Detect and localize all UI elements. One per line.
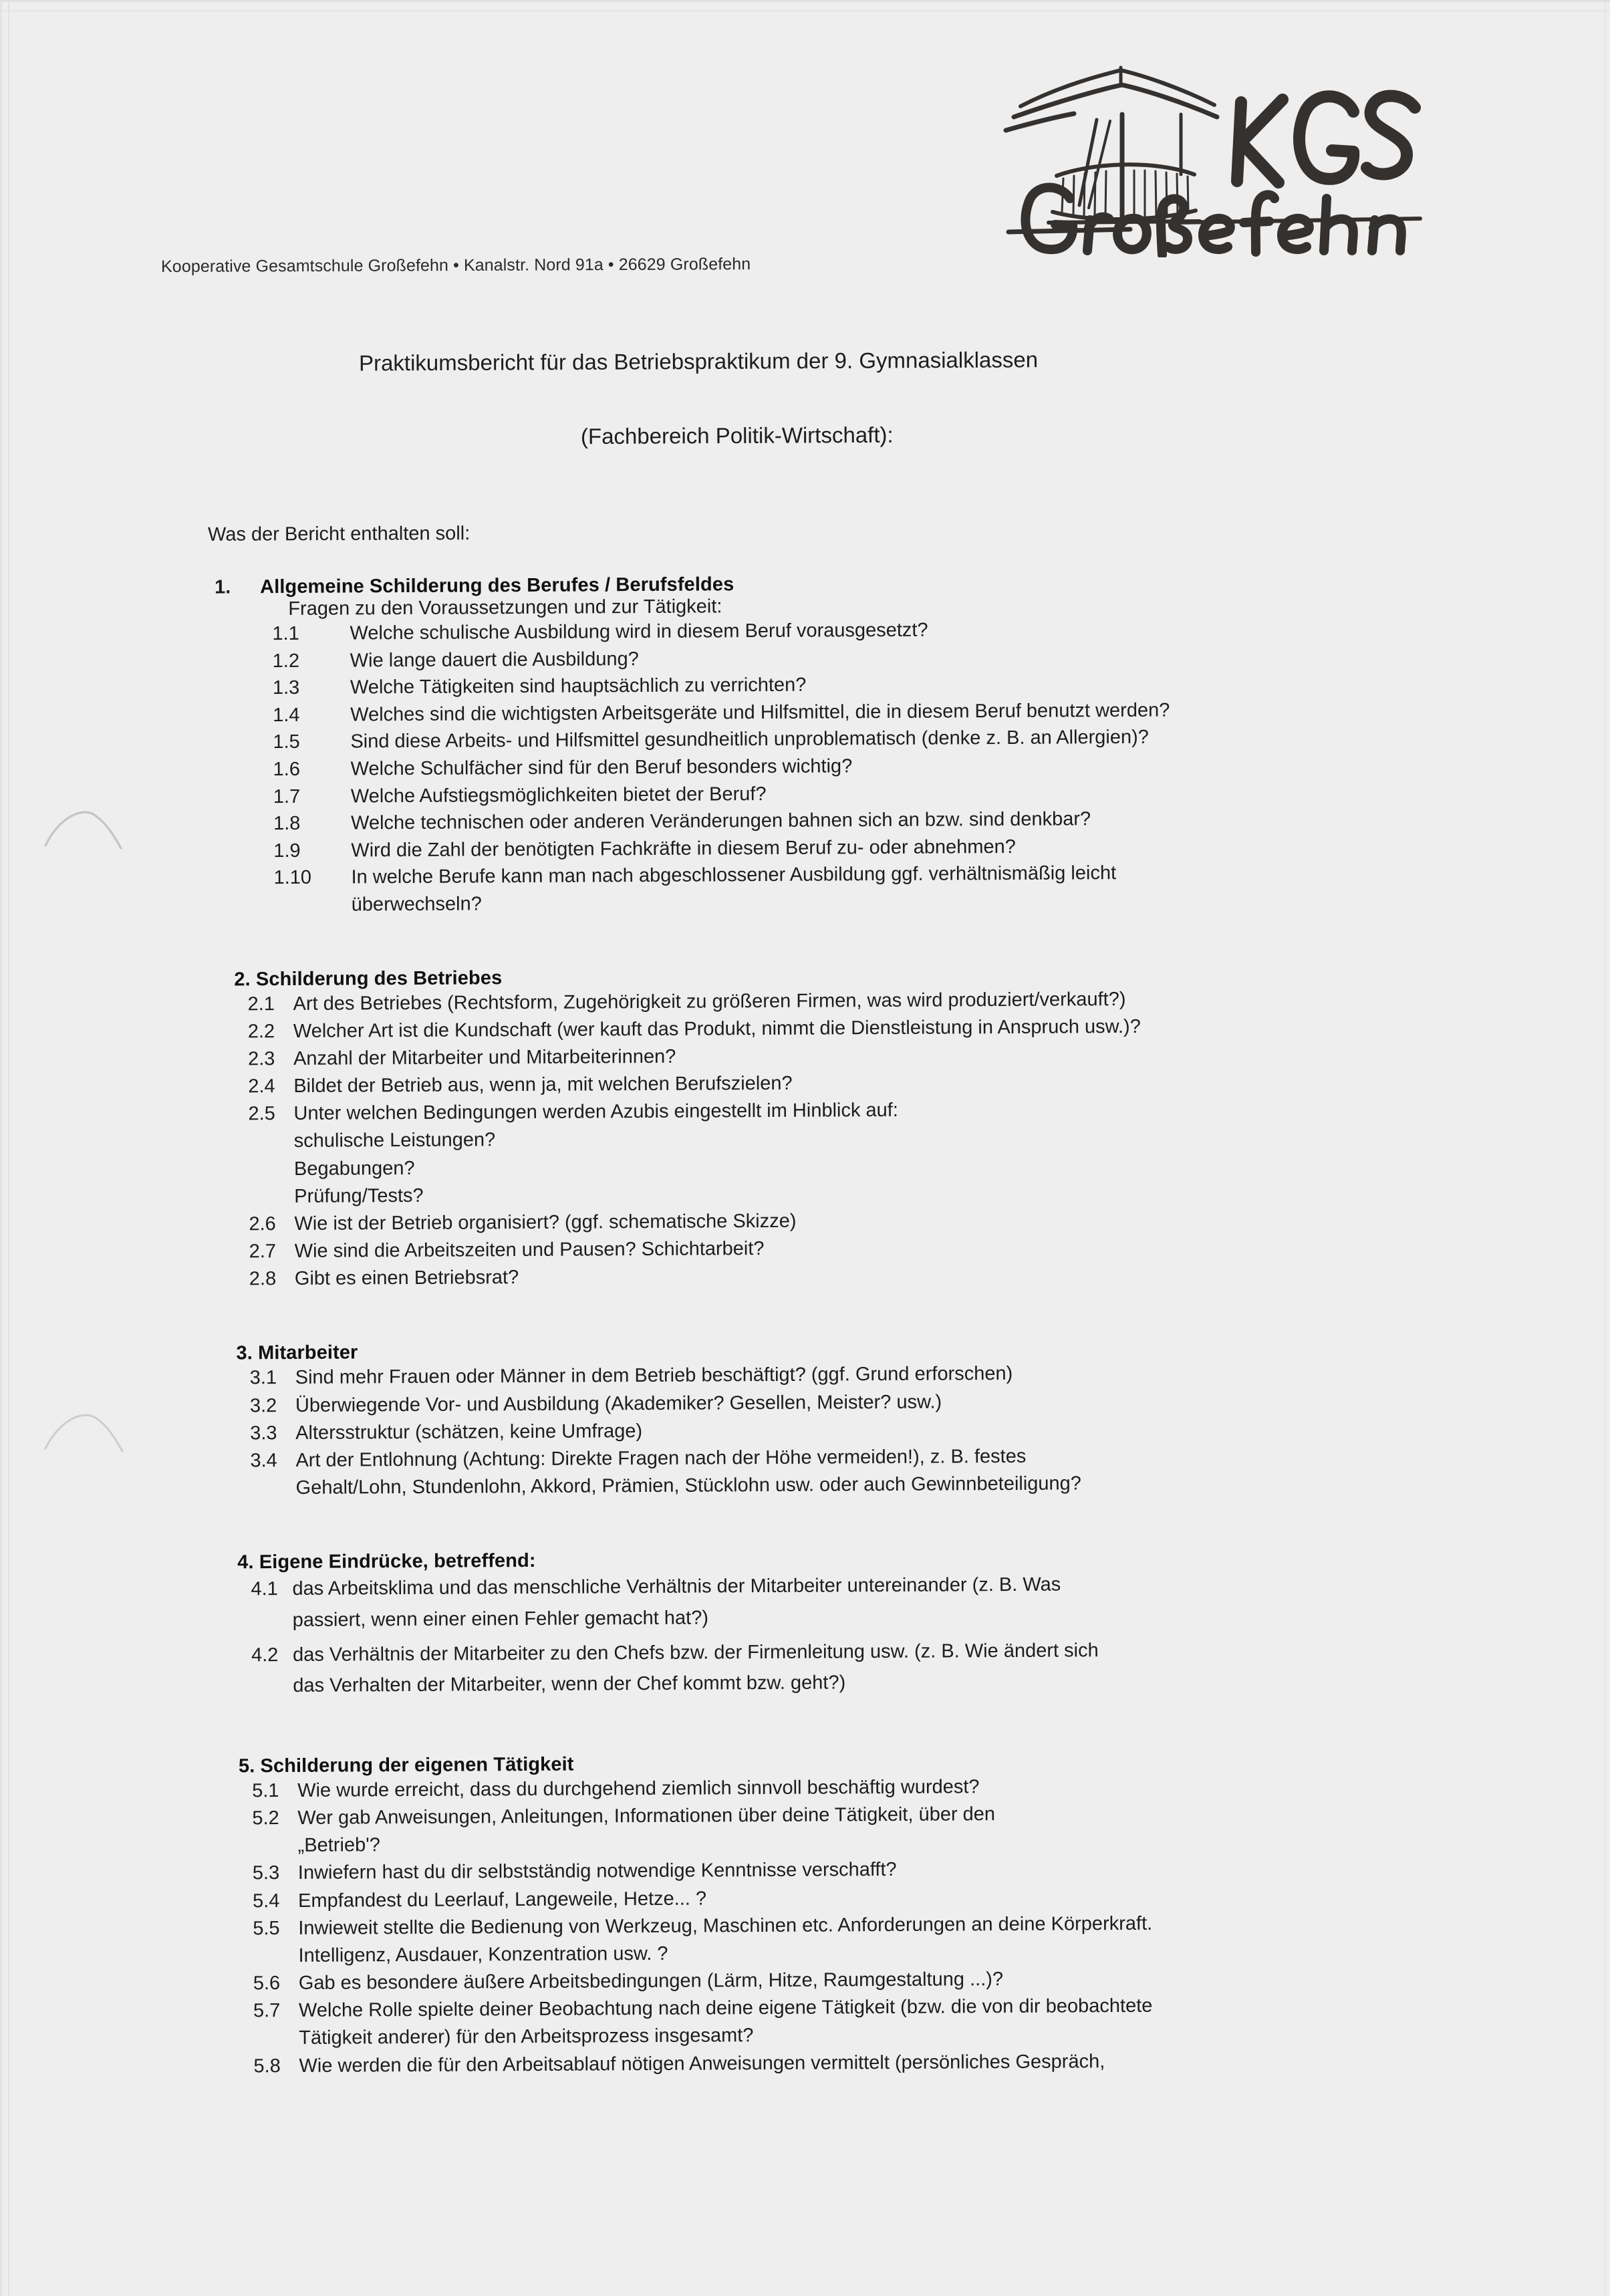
item-number: 2.3 <box>247 1047 275 1070</box>
item-number: 1.10 <box>273 867 312 889</box>
item-text: Wie ist der Betrieb organisiert? (ggf. schematische Skizze) <box>294 1210 797 1235</box>
item-text: Unter welchen Bedingungen werden Azubis eingestellt im Hinblick auf: <box>293 1100 898 1125</box>
section-gap <box>7 1495 1610 1553</box>
item-text: In welche Berufe kann man nach abgeschlossener Ausbildung ggf. verhältnismäßig leicht <box>351 862 1117 888</box>
item-number: 1.6 <box>273 758 301 781</box>
item-number: 4.1 <box>251 1578 278 1600</box>
item-number: 3.4 <box>250 1450 277 1472</box>
item-number: 1.1 <box>272 622 299 645</box>
item-number: 1.9 <box>273 840 301 862</box>
page-title: Praktikumsbericht für das Betriebspraktikum der 9. Gymnasialklassen <box>358 347 1039 376</box>
item-continuation: überwechseln? <box>351 893 482 916</box>
item-continuation: Tätigkeit anderer) für den Arbeitsprozess insgesamt? <box>299 2025 754 2049</box>
item-number: 1.3 <box>272 677 300 699</box>
section-5 <box>9 1748 1610 2081</box>
item-text: Welche Tätigkeiten sind hauptsächlich zu verrichten? <box>350 674 807 698</box>
item-number: 5.2 <box>252 1807 279 1829</box>
section-1-number: 1. <box>215 576 231 598</box>
item-text: Bildet der Betrieb aus, wenn ja, mit welchen Berufszielen? <box>293 1072 793 1098</box>
item-number: 5.1 <box>252 1779 279 1802</box>
item-continuation: Intelligenz, Ausdauer, Konzentration usw. ? <box>298 1942 668 1966</box>
item-text: Welche Aufstiegsmöglichkeiten bietet der Beruf? <box>350 783 767 807</box>
item-number: 5.4 <box>252 1890 280 1912</box>
item-continuation: das Verhalten der Mitarbeiter, wenn der Chef kommt bzw. geht?) <box>293 1672 846 1697</box>
section-3 <box>6 1335 1610 1503</box>
item-continuation: Prüfung/Tests? <box>294 1184 424 1207</box>
intro-text: Was der Bericht enthalten soll: <box>207 523 471 545</box>
item-text: Sind mehr Frauen oder Männer in dem Betrieb beschäftigt? (ggf. Grund erforschen) <box>295 1363 1013 1389</box>
school-address-line: Kooperative Gesamtschule Großefehn • Kanalstr. Nord 91a • 26629 Großefehn <box>160 255 751 276</box>
item-number: 4.2 <box>251 1644 279 1666</box>
item-text: Altersstruktur (schätzen, keine Umfrage) <box>295 1420 643 1444</box>
section-2-heading: 2. Schilderung des Betriebes <box>234 967 503 990</box>
item-text: Wird die Zahl der benötigten Fachkräfte in diesem Beruf zu- oder abnehmen? <box>351 836 1016 862</box>
item-text: Empfandest du Leerlauf, Langeweile, Hetze... ? <box>297 1888 707 1912</box>
item-text: Art des Betriebes (Rechtsform, Zugehörigkeit zu größeren Firmen, was wird produziert/verkauft?) <box>293 988 1126 1015</box>
item-number: 2.2 <box>247 1020 275 1043</box>
item-number: 5.3 <box>252 1862 280 1884</box>
item-number: 3.2 <box>249 1394 277 1416</box>
item-number: 3.3 <box>250 1422 277 1444</box>
item-number: 1.7 <box>273 785 301 807</box>
item-text: Welche technischen oder anderen Veränderungen bahnen sich an bzw. sind denkbar? <box>350 808 1091 834</box>
item-text: Anzahl der Mitarbeiter und Mitarbeiterinnen? <box>293 1045 676 1069</box>
item-text: Wer gab Anweisungen, Anleitungen, Informationen über deine Tätigkeit, über den <box>297 1803 996 1829</box>
item-number: 1.5 <box>273 731 300 753</box>
item-text: Inwieweit stellte die Bedienung von Werkzeug, Maschinen etc. Anforderungen an deine Körperkraft. <box>298 1912 1153 1939</box>
item-number: 2.4 <box>248 1075 275 1098</box>
section-1-subheading: Fragen zu den Voraussetzungen und zur Tätigkeit: <box>288 596 722 620</box>
item-text: Welches sind die wichtigsten Arbeitsgeräte und Hilfsmittel, die in diesem Beruf benutzt werden? <box>350 699 1170 726</box>
item-number: 1.4 <box>273 704 300 726</box>
section-4 <box>7 1544 1610 1703</box>
section-1-heading: Allgemeine Schilderung des Berufes / Berufsfeldes <box>260 573 734 598</box>
item-continuation: passiert, wenn einer einen Fehler gemacht hat?) <box>292 1607 709 1631</box>
section-gap <box>4 911 1610 969</box>
gazebo-pavilion-icon <box>979 50 1440 257</box>
report-outline <box>2 569 1610 2081</box>
section-3-heading: 3. Mitarbeiter <box>236 1342 358 1364</box>
section-5-heading: 5. Schilderung der eigenen Tätigkeit <box>238 1753 574 1777</box>
item-continuation: Begabungen? <box>293 1157 415 1180</box>
item-number: 5.6 <box>253 1972 281 1995</box>
item-text: Welche Schulfächer sind für den Beruf besonders wichtig? <box>350 755 853 780</box>
item-number: 2.5 <box>248 1103 275 1125</box>
item-number: 2.6 <box>249 1213 276 1235</box>
item-number: 2.1 <box>247 993 275 1015</box>
item-continuation: Gehalt/Lohn, Stundenlohn, Akkord, Prämien, Stücklohn usw. oder auch Gewinnbeteiligung? <box>295 1473 1081 1499</box>
item-text: Sind diese Arbeits- und Hilfsmittel gesundheitlich unproblematisch (denke z. B. an Allergien)? <box>350 727 1149 753</box>
item-text: Gab es besondere äußere Arbeitsbedingungen (Lärm, Hitze, Raumgestaltung ...)? <box>298 1968 1004 1994</box>
item-text: Gibt es einen Betriebsrat? <box>294 1267 519 1290</box>
section-4-heading: 4. Eigene Eindrücke, betreffend: <box>237 1550 536 1573</box>
item-text: Inwiefern hast du dir selbstständig notwendige Kenntnisse verschafft? <box>297 1859 897 1884</box>
item-number: 2.8 <box>249 1268 277 1290</box>
section-gap <box>6 1285 1610 1344</box>
item-continuation: schulische Leistungen? <box>293 1129 496 1152</box>
item-text: Wie lange dauert die Ausbildung? <box>350 648 639 672</box>
item-continuation: „Betrieb'? <box>297 1834 380 1857</box>
section-1 <box>2 569 1610 920</box>
item-number: 3.1 <box>249 1367 277 1389</box>
item-number: 5.8 <box>253 2055 281 2077</box>
item-number: 1.8 <box>273 813 301 835</box>
item-text: Wie werden die für den Arbeitsablauf nötigen Anweisungen vermittelt (persönliches Gespräch, <box>299 2050 1105 2077</box>
item-text: Welcher Art ist die Kundschaft (wer kauft das Produkt, nimmt die Dienstleistung in Anspruch usw.)? <box>293 1015 1141 1042</box>
item-text: Art der Entlohnung (Achtung: Direkte Fragen nach der Höhe vermeiden!), z. B. festes <box>295 1445 1027 1471</box>
item-text: das Arbeitsklima und das menschliche Verhältnis der Mitarbeiter untereinander (z. B. Was <box>292 1573 1061 1600</box>
item-number: 5.5 <box>253 1917 280 1940</box>
item-text: Welche schulische Ausbildung wird in diesem Beruf vorausgesetzt? <box>350 619 928 644</box>
item-text: Überwiegende Vor- und Ausbildung (Akademiker? Gesellen, Meister? usw.) <box>295 1391 942 1416</box>
item-text: Wie sind die Arbeitszeiten und Pausen? Schichtarbeit? <box>294 1238 765 1263</box>
item-number: 5.7 <box>253 2000 281 2022</box>
item-text: Wie wurde erreicht, dass du durchgehend ziemlich sinnvoll beschäftig wurdest? <box>297 1776 980 1801</box>
scan-edge-artifact-top <box>2 10 1610 11</box>
section-gap <box>8 1698 1610 1757</box>
page-subtitle: (Fachbereich Politik-Wirtschaft): <box>580 422 894 449</box>
section-2 <box>4 961 1610 1294</box>
kgs-grossefehn-logo <box>979 50 1440 257</box>
item-number: 1.2 <box>272 650 300 672</box>
item-number: 2.7 <box>249 1241 277 1263</box>
item-text: Welche Rolle spielte deiner Beobachtung nach deine eigene Tätigkeit (bzw. die von dir beobachtete <box>298 1995 1153 2022</box>
item-text: das Verhältnis der Mitarbeiter zu den Chefs bzw. der Firmenleitung usw. (z. B. Wie ändert sich <box>292 1640 1099 1666</box>
